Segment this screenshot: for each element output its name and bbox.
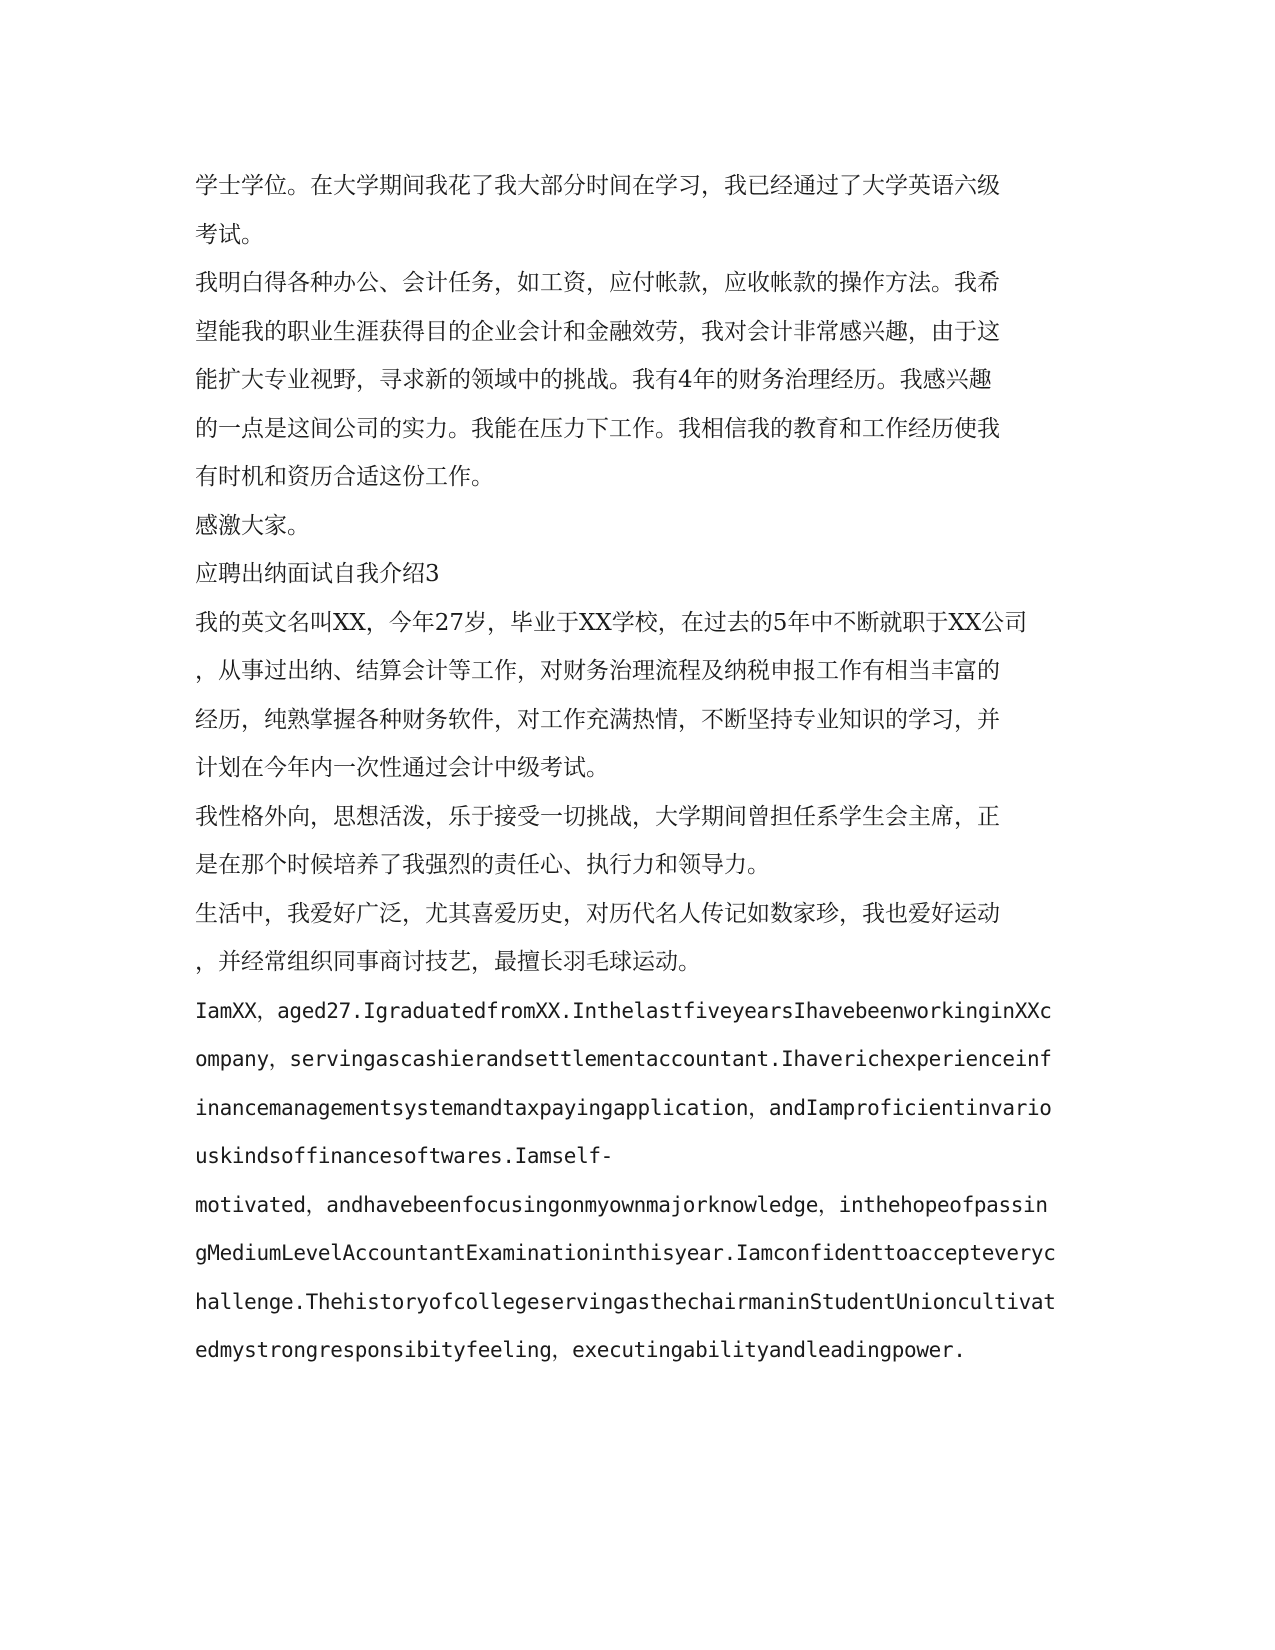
text-line: 的一点是这间公司的实力。我能在压力下工作。我相信我的教育和工作经历使我 (195, 415, 1000, 442)
text-line: ，从事过出纳、结算会计等工作，对财务治理流程及纳税申报工作有相当丰富的 (195, 658, 1000, 684)
text-line: 感激大家。 (195, 512, 310, 539)
english-text-line: edmystrongresponsibityfeeling，executingabilityandleadingpower. (195, 1338, 966, 1362)
text-line: 学士学位。在大学期间我花了我大部分时间在学习，我已经通过了大学英语六级 (195, 173, 1000, 199)
text-line: 我性格外向，思想活泼，乐于接受一切挑战，大学期间曾担任系学生会主席，正 (195, 803, 1000, 830)
english-text-line: inancemanagementsystemandtaxpayingapplication，andIamproficientinvario (195, 1095, 1052, 1120)
english-text-line: gMediumLevelAccountantExaminationinthisyear.Iamconfidenttoaccepteveryc (195, 1241, 1056, 1265)
english-text-line: ompany，servingascashierandsettlementaccountant.Ihaverichexperienceinf (195, 1047, 1052, 1071)
text-line: 是在那个时候培养了我强烈的责任心、执行力和领导力。 (195, 852, 770, 878)
english-text-line: IamXX，aged27.IgraduatedfromXX.InthelastfiveyearsIhavebeenworkinginXXc (195, 998, 1052, 1023)
text-line: ，并经常组织同事商讨技艺，最擅长羽毛球运动。 (195, 949, 701, 975)
text-line: 生活中，我爱好广泛，尤其喜爱历史，对历代名人传记如数家珍，我也爱好运动 (195, 900, 1000, 927)
text-line: 我的英文名叫XX，今年27岁，毕业于XX学校，在过去的5年中不断就职于XX公司 (195, 609, 1028, 636)
text-line: 能扩大专业视野，寻求新的领域中的挑战。我有4年的财务治理经历。我感兴趣 (195, 367, 992, 393)
text-line: 经历，纯熟掌握各种财务软件，对工作充满热情，不断坚持专业知识的学习，并 (195, 706, 1000, 733)
text-line: 望能我的职业生涯获得目的企业会计和金融效劳，我对会计非常感兴趣，由于这 (195, 318, 1000, 345)
english-text-line: motivated，andhavebeenfocusingonmyownmajorknowledge，inthehopeofpassin (195, 1192, 1048, 1217)
english-text-line: uskindsoffinancesoftwares.Iamself- (195, 1144, 613, 1168)
text-line: 有时机和资历合适这份工作。 (195, 464, 494, 490)
english-text-line: hallenge.ThehistoryofcollegeservingasthechairmaninStudentUnioncultivat (195, 1289, 1056, 1314)
text-line: 计划在今年内一次性通过会计中级考试。 (195, 755, 609, 781)
text-line: 考试。 (195, 221, 264, 248)
section-heading: 应聘出纳面试自我介绍3 (195, 561, 440, 587)
document-body (195, 162, 1075, 1375)
text-line: 我明白得各种办公、会计任务，如工资，应付帐款，应收帐款的操作方法。我希 (195, 270, 1000, 296)
